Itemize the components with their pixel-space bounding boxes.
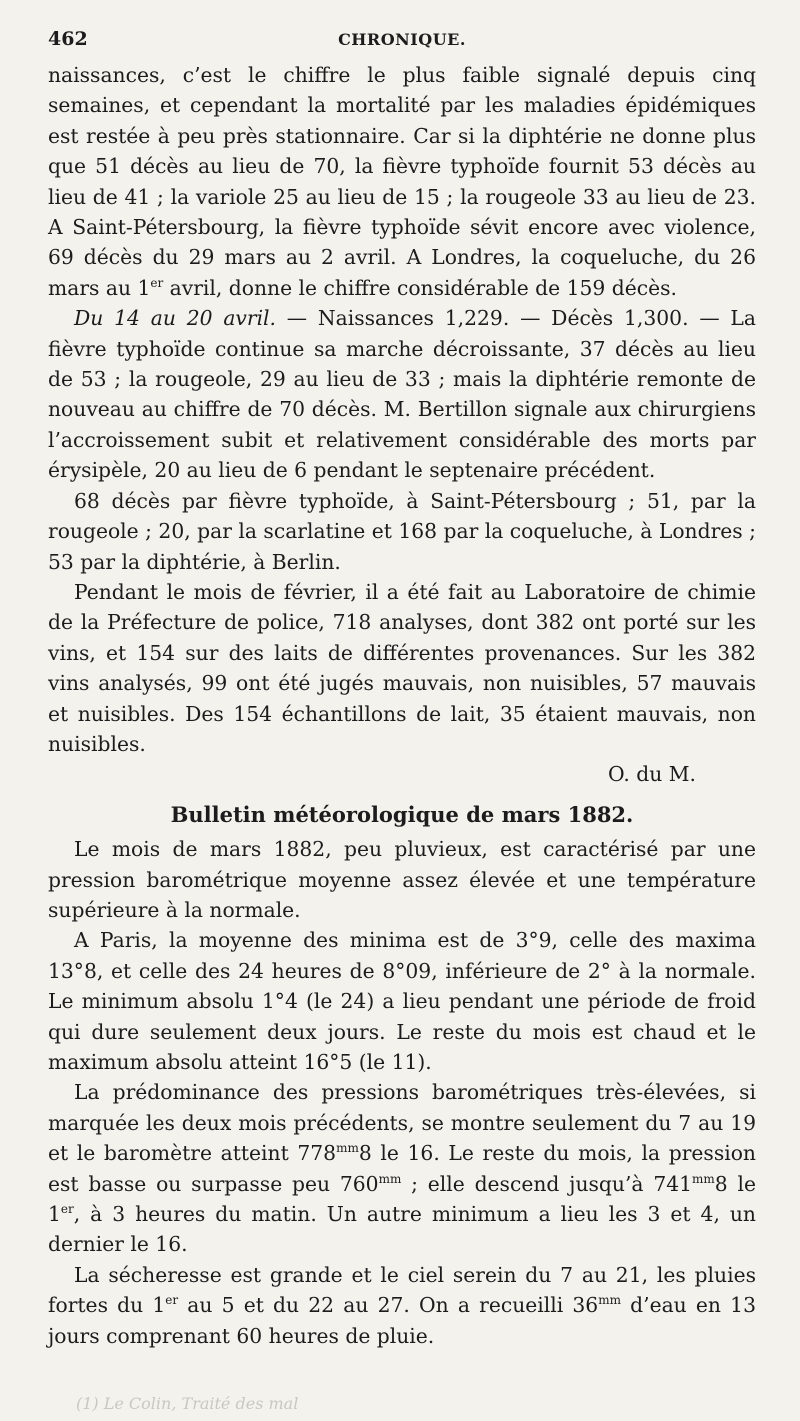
- paragraph-6: A Paris, la moyenne des minima est de 3°9, celle des maxima 13°8, et celle des 24 heures de 8°09, inférieure de 2° à la normale. Le minimum absolu 1°4 (le 24) a lieu pendant une période de froid qui dure seulement deux jours. Le reste du mois est chaud et le maximum absolu atteint 16°5 (le 11).: [48, 928, 756, 1074]
- signature: O. du M.: [607, 762, 696, 787]
- paragraph-4: Pendant le mois de février, il a été fait au Laboratoire de chimie de la Préfecture de police, 718 analyses, dont 382 ont porté sur les vins, et 154 sur des laits de différentes provenances. Sur les 382 vins analysés, 99 ont été jugés mauvais, non nuisibles, 57 mauvais et nuisibles. Des 154 échantillons de lait, 35 étaient mauvais, non nuisibles.: [48, 579, 756, 756]
- paragraph-7: La prédominance des pressions barométriques très-élevées, si marquée les deux mois précédents, se montre seulement du 7 au 19 et le baromètre atteint $778^{mm}8$ le 16. Le reste du mois, la pression est basse ou surpasse peu $760^{mm}$ ; elle descend jusqu’à $741^{mm}8$ le 1er, à 3 heures du matin. Un autre minimum a lieu les 3 et 4, un dernier le 16.: [48, 1080, 756, 1257]
- page-header: [48, 24, 756, 60]
- paragraph-3: 68 décès par fièvre typhoïde, à Saint-Pétersbourg ; 51, par la rougeole ; 20, par la scarlatine et 168 par la coqueluche, à Londres ; 53 par la diphtérie, à Berlin.: [48, 488, 756, 574]
- paragraph-2: Du 14 au 20 avril. — Naissances 1,229. — Décès 1,300. — La fièvre typhoïde continue sa marche décroissante, 37 décès au lieu de 53 ; la rougeole, 29 au lieu de 33 ; mais la diphtérie remonte de nouveau au chiffre de 70 décès. M. Bertillon signale aux chirurgiens l’accroissement subit et relativement considérable des morts par érysipèle, 20 au lieu de 6 pendant le septenaire précédent.: [48, 306, 756, 483]
- section-title: Bulletin météorologique de mars 1882.: [170, 801, 634, 827]
- running-head: CHRONIQUE.: [338, 30, 466, 49]
- footnote-bleed-through: (1) Le Colin, Traité des mal: [76, 1394, 299, 1413]
- paragraph-5: Le mois de mars 1882, peu pluvieux, est caractérisé par une pression barométrique moyenne assez élevée et une température supérieure à la normale.: [48, 837, 756, 922]
- paragraph-1: naissances, c’est le chiffre le plus faible signalé depuis cinq semaines, et cependant la mortalité par les maladies épidémiques est restée à peu près stationnaire. Car si la diphtérie ne donne plus que 51 décès au lieu de 70, la fièvre typhoïde fournit 53 décès au lieu de 41 ; la variole 25 au lieu de 15 ; la rougeole 33 au lieu de 23. A Saint-Pétersbourg, la fièvre typhoïde sévit encore avec violence, 69 décès du 29 mars au 2 avril. A Londres, la coqueluche, du 26 mars au 1er avril, donne le chiffre considérable de 159 décès.: [48, 63, 756, 300]
- body-text: [48, 60, 756, 1351]
- page-number: 462: [48, 28, 88, 50]
- document-page: [48, 24, 756, 1351]
- date-lead: Du 14 au 20 avril.: [74, 306, 276, 331]
- paragraph-8: La sécheresse est grande et le ciel serein du 7 au 21, les pluies fortes du 1er au 5 et du 22 au 27. On a recueilli $36^{mm}$ d’eau en 13 jours comprenant 60 heures de pluie.: [48, 1262, 756, 1348]
